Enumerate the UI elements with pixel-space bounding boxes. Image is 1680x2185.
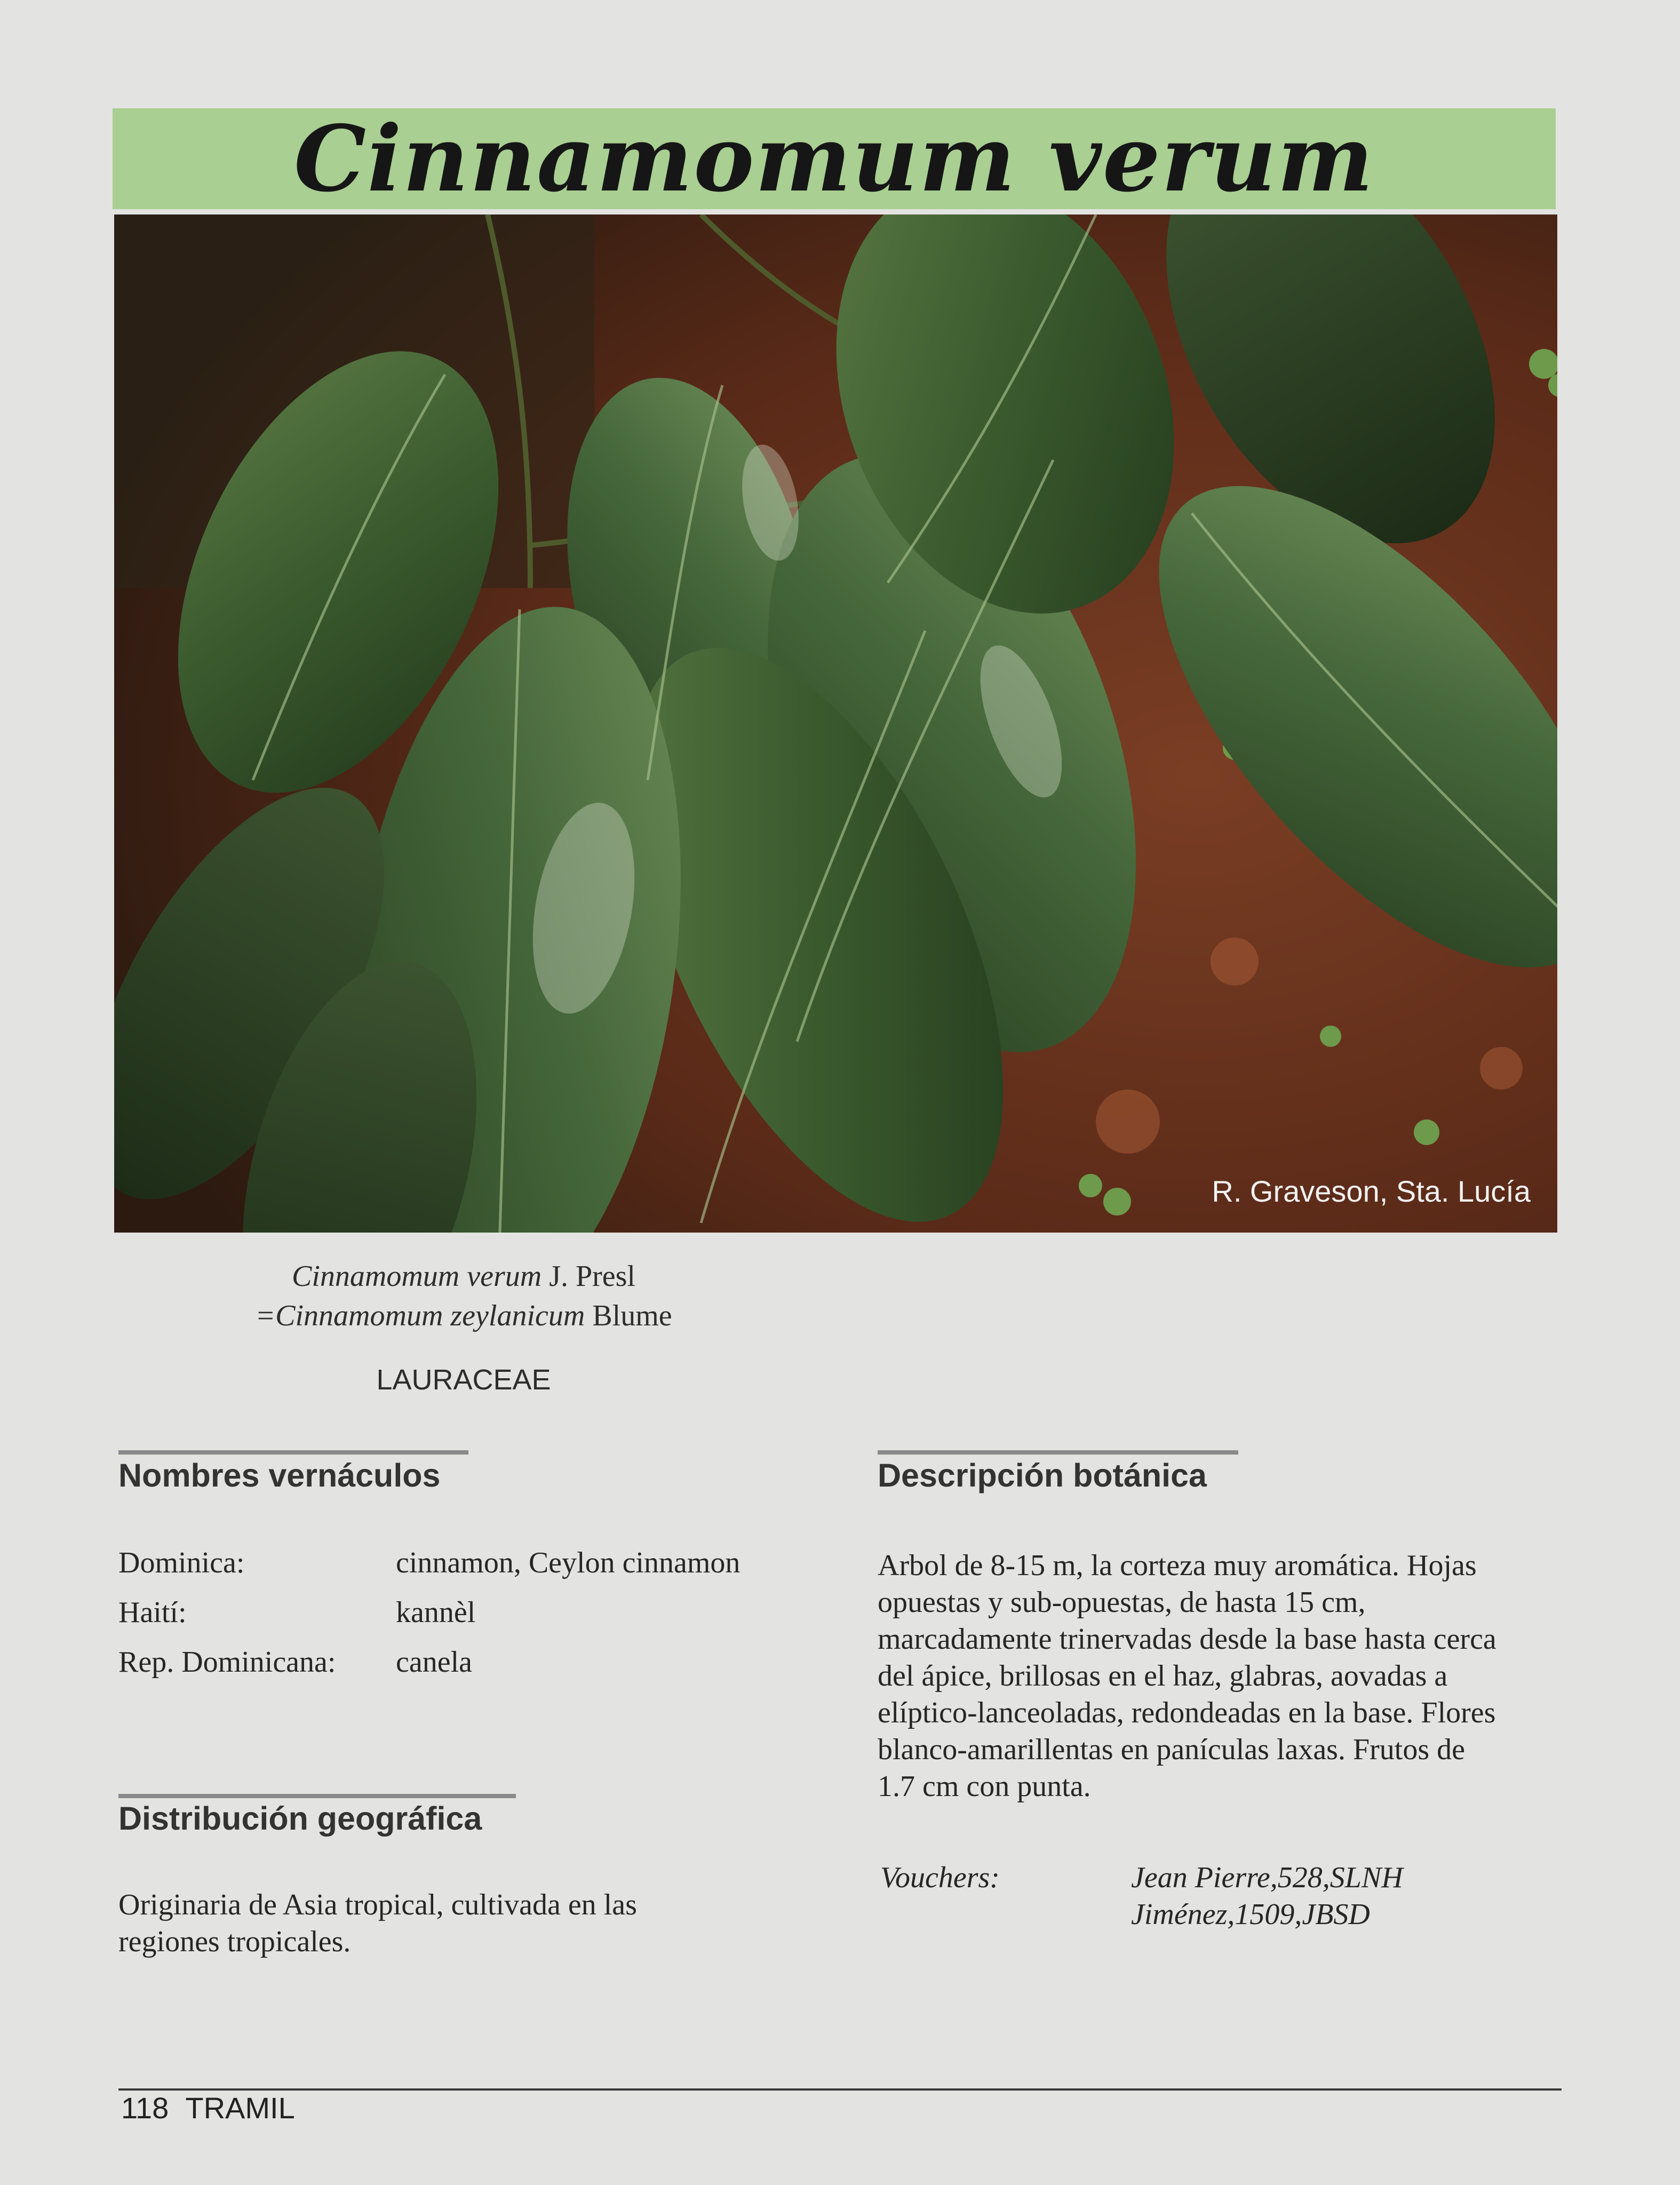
description-line: del ápice, brillosas en el haz, glabras, aovadas a — [878, 1659, 1448, 1693]
scientific-name-author: J. Presl — [542, 1260, 635, 1293]
plant-photo — [114, 214, 1557, 1233]
page-number: 118 — [121, 2091, 169, 2125]
vernacular-country: Dominica: — [118, 1546, 245, 1579]
description-line: marcadamente trinervadas desde la base hasta cerca — [878, 1623, 1496, 1656]
vernacular-names: cinnamon, Ceylon cinnamon — [396, 1546, 741, 1579]
description-line: blanco-amarillentas en panículas laxas. Frutos de — [878, 1733, 1465, 1766]
vernacular-row — [118, 1594, 740, 1644]
vernacular-names-table — [118, 1545, 740, 1694]
family-name: LAURACEAE — [376, 1364, 551, 1396]
vernacular-row — [118, 1545, 740, 1594]
synonym-name — [197, 1299, 730, 1333]
description-line: opuestas y sub-opuestas, de hasta 15 cm, — [878, 1586, 1366, 1619]
distribution-line: regiones tropicales. — [118, 1925, 351, 1958]
scientific-name — [197, 1259, 730, 1293]
distribution-text — [118, 1887, 637, 1960]
description-line: Arbol de 8-15 m, la corteza muy aromática. Hojas — [878, 1549, 1477, 1582]
scientific-name-italic: Cinnamomum verum — [292, 1260, 542, 1293]
publication-name: TRAMIL — [185, 2091, 295, 2125]
synonym-italic: =Cinnamomum zeylanicum — [255, 1299, 585, 1332]
description-line: 1.7 cm con punta. — [878, 1770, 1091, 1803]
synonym-author: Blume — [585, 1299, 672, 1332]
title-band — [113, 105, 1556, 212]
vouchers-label: Vouchers: — [880, 1861, 1000, 1894]
section-rule — [118, 1450, 468, 1455]
vouchers-list — [1131, 1860, 1403, 1933]
footer — [121, 2091, 295, 2125]
description-line: elíptico-lanceoladas, redondeadas en la base. Flores — [878, 1696, 1496, 1729]
vernacular-country: Rep. Dominicana: — [118, 1646, 336, 1679]
section-rule — [118, 1794, 516, 1798]
description-heading: Descripción botánica — [878, 1457, 1207, 1493]
vernacular-heading: Nombres vernáculos — [118, 1457, 441, 1493]
section-rule — [878, 1450, 1238, 1455]
voucher-entry: Jean Pierre,528,SLNH — [1131, 1861, 1403, 1894]
vernacular-names: canela — [396, 1646, 472, 1679]
footer-rule — [118, 2088, 1562, 2091]
vernacular-country: Haití: — [118, 1596, 187, 1629]
cinnamon-leaves-image — [114, 214, 1557, 1233]
page-title: Cinnamomum verum — [293, 105, 1375, 212]
vernacular-row — [118, 1644, 740, 1694]
vernacular-names: kannèl — [396, 1596, 476, 1629]
description-text — [878, 1547, 1571, 1805]
photo-credit: R. Graveson, Sta. Lucía — [1212, 1174, 1531, 1208]
voucher-entry: Jiménez,1509,JBSD — [1131, 1898, 1370, 1931]
distribution-heading: Distribución geográfica — [118, 1800, 482, 1837]
distribution-line: Originaria de Asia tropical, cultivada en las — [118, 1888, 637, 1921]
